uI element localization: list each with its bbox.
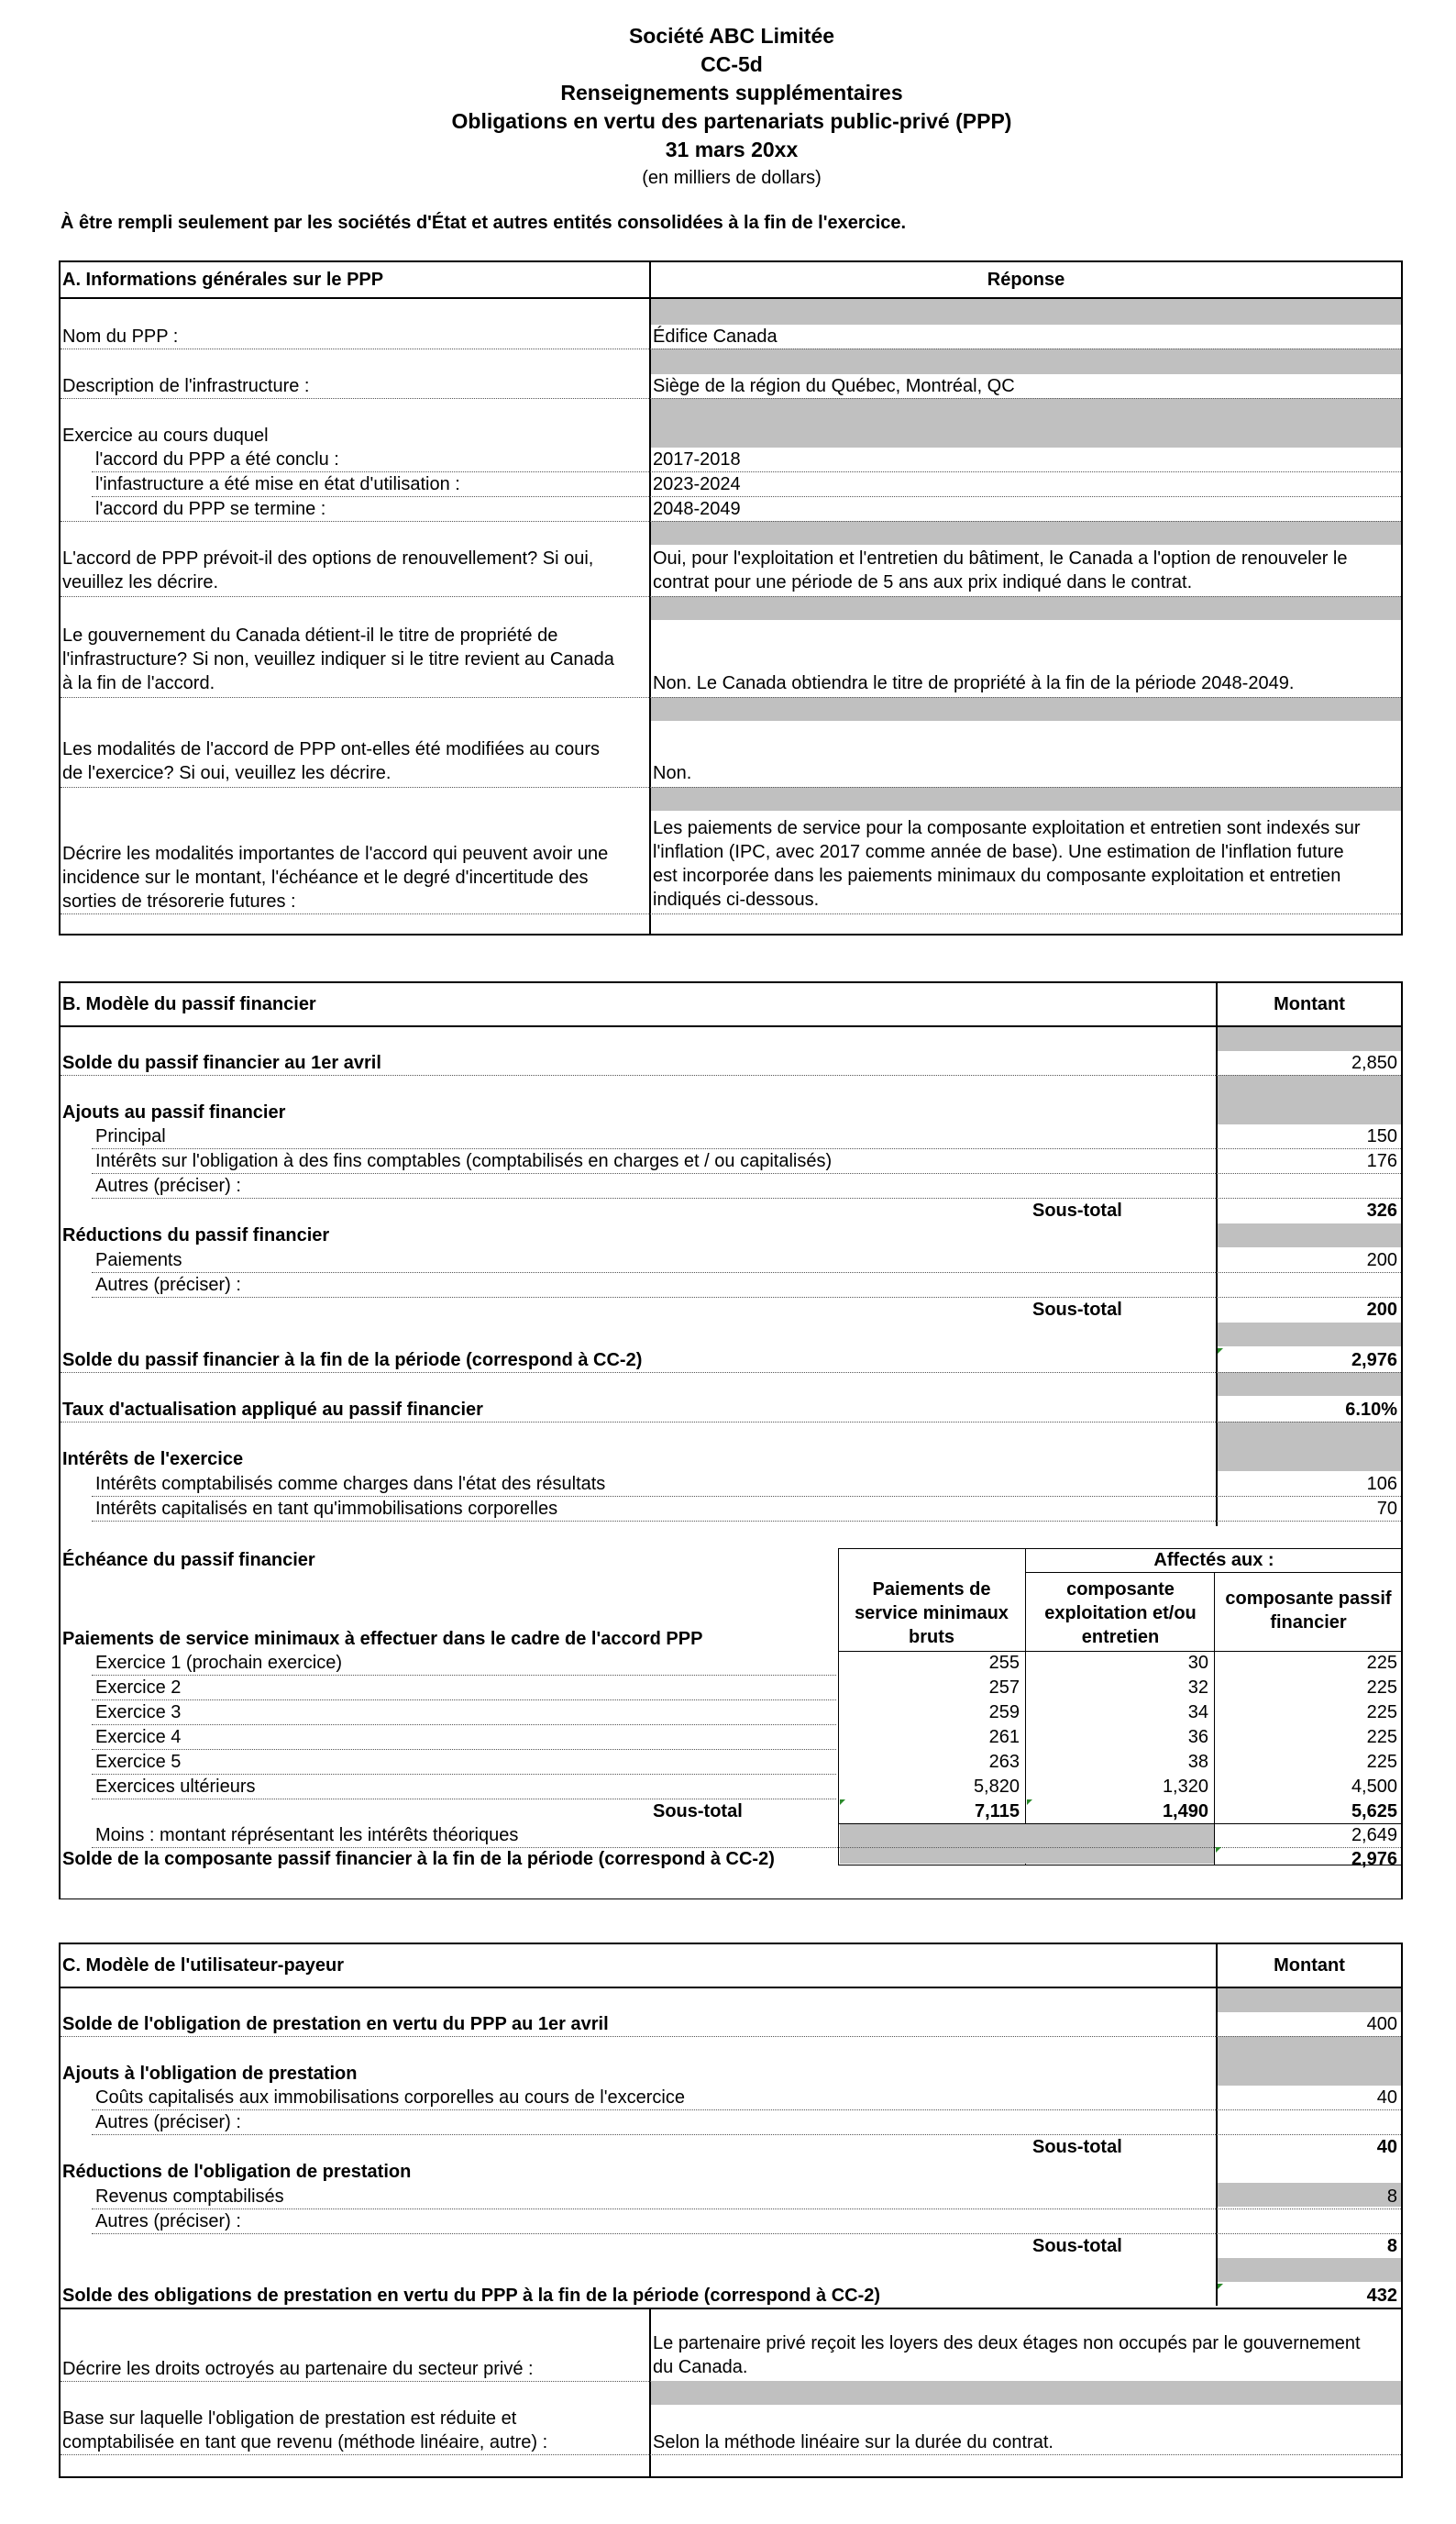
payments-label: Paiements <box>95 1250 182 1270</box>
section-a-heading: A. Informations générales sur le PPP <box>62 270 384 290</box>
section-c-heading: C. Modèle de l'utilisateur-payeur <box>62 1955 345 1976</box>
opening-balance-value[interactable]: 2,850 <box>1351 1053 1397 1073</box>
schedule-row-om[interactable]: 30 <box>1187 1653 1208 1673</box>
title-value[interactable]: Non. Le Canada obtiendra le titre de propriété à la fin de la période 2048-2049. <box>653 673 1295 693</box>
schedule-row-om[interactable]: 34 <box>1187 1702 1208 1722</box>
less-interest-label: Moins : montant réprésentant les intérêts théoriques <box>95 1825 519 1845</box>
additions-subtotal-value: 326 <box>1366 1201 1397 1221</box>
fiscal-year-label: Exercice au cours duquel <box>62 426 269 446</box>
fy-concluded-label: l'accord du PPP a été conclu : <box>95 449 339 470</box>
less-interest-value[interactable]: 2,649 <box>1351 1825 1397 1845</box>
performance-opening-label: Solde de l'obligation de prestation en vertu du PPP au 1er avril <box>62 2014 609 2034</box>
opening-balance-label: Solde du passif financier au 1er avril <box>62 1053 381 1073</box>
om-component-heading: composante exploitation et/ou entretien <box>1044 1579 1197 1647</box>
schedule-row-label: Exercice 3 <box>95 1702 182 1722</box>
infrastructure-desc-value[interactable]: Siège de la région du Québec, Montréal, QC <box>653 376 1015 396</box>
interest-year-heading: Intérêts de l'exercice <box>62 1449 244 1469</box>
maturity-heading: Échéance du passif financier <box>62 1550 315 1570</box>
fy-ready-value[interactable]: 2023-2024 <box>653 474 741 494</box>
renewal-label-2: veuillez les décrire. <box>62 572 219 592</box>
performance-opening-value[interactable]: 400 <box>1366 2014 1397 2034</box>
schedule-row-gross[interactable]: 257 <box>988 1677 1020 1698</box>
basis-label-2: comptabilisée en tant que revenu (méthode linéaire, autre) : <box>62 2432 548 2452</box>
schedule-row-gross[interactable]: 5,820 <box>973 1777 1020 1797</box>
renewal-label-1: L'accord de PPP prévoit-il des options de renouvellement? Si oui, <box>62 548 594 569</box>
interest-expensed-value[interactable]: 106 <box>1366 1474 1397 1494</box>
financial-component-heading: composante passif financier <box>1225 1589 1392 1633</box>
modifications-label-2: de l'exercice? Si oui, veuillez les décrire. <box>62 763 392 783</box>
terms-label-3: sorties de trésorerie futures : <box>62 891 296 912</box>
schedule-row-om[interactable]: 36 <box>1187 1727 1208 1747</box>
interest-capitalized-label: Intérêts capitalisés en tant qu'immobilisations corporelles <box>95 1499 558 1519</box>
report-date: 31 mars 20xx <box>665 138 799 161</box>
allocated-heading: Affectés aux : <box>1153 1550 1274 1570</box>
closing-balance-label: Solde du passif financier à la fin de la période (correspond à CC-2) <box>62 1350 643 1370</box>
schedule-row-gross[interactable]: 263 <box>988 1752 1020 1772</box>
performance-additions-heading: Ajouts à l'obligation de prestation <box>62 2064 358 2084</box>
capitalized-costs-label: Coûts capitalisés aux immobilisations corporelles au cours de l'excercice <box>95 2087 685 2108</box>
schedule-row-label: Exercice 1 (prochain exercice) <box>95 1653 342 1673</box>
rights-value-2[interactable]: du Canada. <box>653 2357 748 2377</box>
units-note: (en milliers de dollars) <box>642 168 822 188</box>
response-heading: Réponse <box>987 270 1065 290</box>
section-c-amount-heading: Montant <box>1274 1955 1345 1976</box>
renewal-value-2[interactable]: contrat pour une période de 5 ans aux prix indiqué dans le contrat. <box>653 572 1193 592</box>
schedule-row-financial[interactable]: 225 <box>1366 1702 1397 1722</box>
performance-other-additions-label: Autres (préciser) : <box>95 2112 241 2132</box>
basis-value[interactable]: Selon la méthode linéaire sur la durée du contrat. <box>653 2432 1053 2452</box>
company-name: Société ABC Limitée <box>628 24 835 48</box>
fy-concluded-value[interactable]: 2017-2018 <box>653 449 741 470</box>
interest-capitalized-value[interactable]: 70 <box>1376 1499 1397 1519</box>
interest-obligation-value[interactable]: 176 <box>1366 1151 1397 1171</box>
closing-balance-value: 2,976 <box>1351 1350 1397 1370</box>
schedule-row-financial[interactable]: 225 <box>1366 1727 1397 1747</box>
other-additions-label: Autres (préciser) : <box>95 1176 241 1196</box>
schedule-row-label: Exercice 2 <box>95 1677 182 1698</box>
performance-red-subtotal-label: Sous-total <box>1032 2236 1122 2256</box>
page-title: Renseignements supplémentaires <box>560 81 903 105</box>
ppp-name-value[interactable]: Édifice Canada <box>653 327 778 347</box>
schedule-row-financial[interactable]: 225 <box>1366 1752 1397 1772</box>
financial-component-closing-label: Solde de la composante passif financier à la fin de la période (correspond à CC-2) <box>62 1849 775 1869</box>
discount-rate-value[interactable]: 6.10% <box>1345 1400 1397 1420</box>
additions-heading: Ajouts au passif financier <box>62 1102 286 1123</box>
page-subtitle: Obligations en vertu des partenariats public-privé (PPP) <box>451 109 1012 133</box>
financial-component-closing-value: 2,976 <box>1351 1849 1397 1869</box>
form-code: CC-5d <box>700 52 763 76</box>
terms-label-1: Décrire les modalités importantes de l'accord qui peuvent avoir une <box>62 844 609 864</box>
reductions-heading: Réductions du passif financier <box>62 1225 330 1245</box>
rights-label: Décrire les droits octroyés au partenaire du secteur privé : <box>62 2359 534 2379</box>
performance-closing-value: 432 <box>1366 2286 1397 2306</box>
modifications-value[interactable]: Non. <box>653 763 692 783</box>
basis-label-1: Base sur laquelle l'obligation de prestation est réduite et <box>62 2408 517 2429</box>
section-b-heading: B. Modèle du passif financier <box>62 994 316 1014</box>
payments-value[interactable]: 200 <box>1366 1250 1397 1270</box>
title-label-3: à la fin de l'accord. <box>62 673 215 693</box>
performance-closing-label: Solde des obligations de prestation en vertu du PPP à la fin de la période (correspond à CC-2) <box>62 2286 881 2306</box>
performance-red-subtotal-value: 8 <box>1386 2236 1397 2256</box>
capitalized-costs-value[interactable]: 40 <box>1376 2087 1397 2108</box>
terms-label-2: incidence sur le montant, l'échéance et le degré d'incertitude des <box>62 868 589 888</box>
discount-rate-label: Taux d'actualisation appliqué au passif financier <box>62 1400 483 1420</box>
gross-payments-heading: Paiements de service minimaux bruts <box>855 1579 1009 1647</box>
interest-expensed-label: Intérêts comptabilisés comme charges dans l'état des résultats <box>95 1474 606 1494</box>
schedule-row-gross[interactable]: 259 <box>988 1702 1020 1722</box>
schedule-row-financial[interactable]: 4,500 <box>1351 1777 1397 1797</box>
terms-value-4[interactable]: indiqués ci-dessous. <box>653 890 820 910</box>
terms-value-2[interactable]: l'inflation (IPC, avec 2017 comme année de base). Une estimation de l'inflation future <box>653 842 1344 862</box>
reductions-subtotal-label: Sous-total <box>1032 1300 1122 1320</box>
terms-value-3[interactable]: est incorporée dans les paiements minimaux du composante exploitation et entretien <box>653 866 1341 886</box>
performance-add-subtotal-value: 40 <box>1376 2137 1397 2157</box>
schedule-row-financial[interactable]: 225 <box>1366 1677 1397 1698</box>
schedule-subtotal-om: 1,490 <box>1162 1801 1208 1821</box>
schedule-row-label: Exercice 5 <box>95 1752 182 1772</box>
title-label-2: l'infrastructure? Si non, veuillez indiquer si le titre revient au Canada <box>62 649 614 670</box>
revenue-value[interactable]: 8 <box>1386 2186 1397 2207</box>
schedule-subtotal-label: Sous-total <box>653 1801 743 1821</box>
modifications-label-1: Les modalités de l'accord de PPP ont-elles été modifiées au cours <box>62 739 600 759</box>
fy-end-label: l'accord du PPP se termine : <box>95 499 326 519</box>
performance-reductions-heading: Réductions de l'obligation de prestation <box>62 2162 412 2182</box>
performance-add-subtotal-label: Sous-total <box>1032 2137 1122 2157</box>
terms-value-1[interactable]: Les paiements de service pour la composante exploitation et entretien sont indexés sur <box>653 818 1361 838</box>
title-label-1: Le gouvernement du Canada détient-il le titre de propriété de <box>62 625 558 646</box>
schedule-row-om[interactable]: 32 <box>1187 1677 1208 1698</box>
reductions-subtotal-value: 200 <box>1366 1300 1397 1320</box>
renewal-value-1[interactable]: Oui, pour l'exploitation et l'entretien du bâtiment, le Canada a l'option de renouveler le <box>653 548 1348 569</box>
revenue-label: Revenus comptabilisés <box>95 2186 284 2207</box>
ppp-name-label: Nom du PPP : <box>62 327 179 347</box>
principal-value[interactable]: 150 <box>1366 1126 1397 1146</box>
schedule-row-om[interactable]: 1,320 <box>1162 1777 1208 1797</box>
additions-subtotal-label: Sous-total <box>1032 1201 1122 1221</box>
schedule-row-om[interactable]: 38 <box>1187 1752 1208 1772</box>
instructions-note: À être rempli seulement par les sociétés d'État et autres entités consolidées à la fin de l'exercice. <box>61 213 907 233</box>
schedule-row-gross[interactable]: 255 <box>988 1653 1020 1673</box>
schedule-row-label: Exercices ultérieurs <box>95 1777 256 1797</box>
schedule-subtotal-gross: 7,115 <box>975 1801 1020 1821</box>
schedule-row-gross[interactable]: 261 <box>988 1727 1020 1747</box>
infrastructure-desc-label: Description de l'infrastructure : <box>62 376 310 396</box>
interest-obligation-label: Intérêts sur l'obligation à des fins comptables (comptabilisés en charges et / ou capitalisés) <box>95 1151 833 1171</box>
schedule-subtotal-financial: 5,625 <box>1351 1801 1397 1821</box>
performance-other-reductions-label: Autres (préciser) : <box>95 2211 241 2231</box>
fy-ready-label: l'infastructure a été mise en état d'utilisation : <box>95 474 460 494</box>
schedule-row-financial[interactable]: 225 <box>1366 1653 1397 1673</box>
fy-end-value[interactable]: 2048-2049 <box>653 499 741 519</box>
section-b-amount-heading: Montant <box>1274 994 1345 1014</box>
min-payments-heading: Paiements de service minimaux à effectuer dans le cadre de l'accord PPP <box>62 1629 703 1649</box>
rights-value-1[interactable]: Le partenaire privé reçoit les loyers des deux étages non occupés par le gouvernement <box>653 2333 1361 2353</box>
other-reductions-label: Autres (préciser) : <box>95 1275 241 1295</box>
principal-label: Principal <box>95 1126 166 1146</box>
schedule-row-label: Exercice 4 <box>95 1727 182 1747</box>
